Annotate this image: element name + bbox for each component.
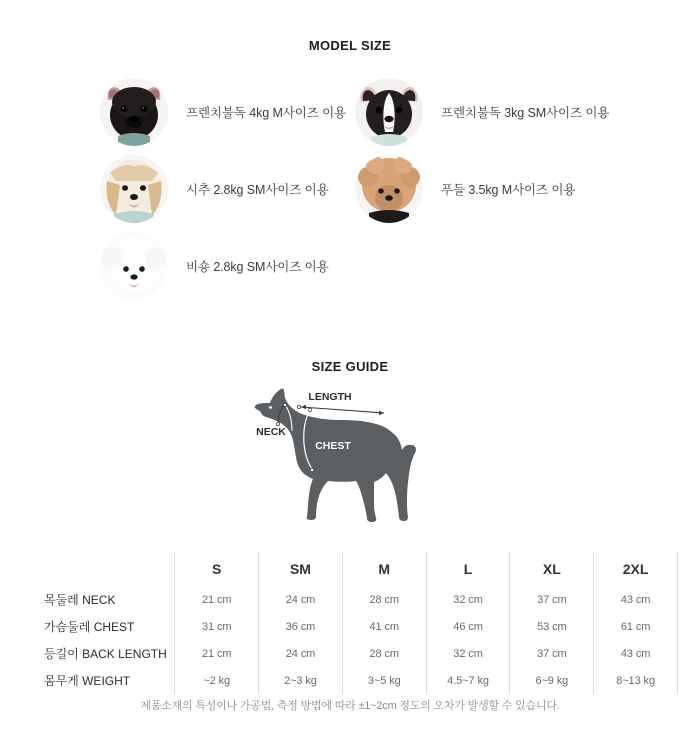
size-guide-heading: SIZE GUIDE — [311, 359, 389, 374]
column-header-l: L — [426, 552, 510, 586]
cell-neck-sm: 24 cm — [259, 586, 343, 613]
cell-back-length-2xl: 43 cm — [594, 640, 678, 667]
model-label: 프렌치불독 3kg SM사이즈 이용 — [441, 106, 610, 120]
model-label: 시추 2.8kg SM사이즈 이용 — [186, 183, 329, 197]
cell-weight-sm: 2~3 kg — [259, 667, 343, 694]
model-size-list — [0, 78, 700, 298]
cell-chest-l: 46 cm — [426, 613, 510, 640]
cell-weight-xl: 6~9 kg — [510, 667, 594, 694]
cell-chest-sm: 36 cm — [259, 613, 343, 640]
column-header-xl: XL — [510, 552, 594, 586]
cell-neck-s: 21 cm — [175, 586, 259, 613]
row-header-back-length: 등길이 BACK LENGTH — [44, 647, 167, 661]
cell-back-length-l: 32 cm — [426, 640, 510, 667]
cell-chest-m: 41 cm — [342, 613, 426, 640]
column-header-s: S — [175, 552, 259, 586]
cell-weight-m: 3~5 kg — [342, 667, 426, 694]
row-header-neck: 목둘레 NECK — [44, 593, 116, 607]
model-item — [100, 232, 329, 300]
table-row — [22, 640, 678, 667]
table-header-row — [22, 552, 678, 586]
size-chart-table-wrapper — [22, 552, 678, 687]
model-photo-shih-tzu — [100, 155, 168, 223]
cell-weight-s: ~2 kg — [175, 667, 259, 694]
model-item — [355, 78, 609, 146]
size-chart-disclaimer: 제품소재의 특성이나 가공법, 측정 방법에 따라 ±1~2cm 정도의 오차가 발생할 수 있습니다. — [140, 700, 560, 712]
row-header-chest: 가슴둘레 CHEST — [44, 620, 135, 634]
model-photo-french-bulldog-black — [100, 78, 168, 146]
model-item — [100, 78, 346, 146]
dog-measurement-diagram — [250, 383, 470, 533]
table-row — [22, 613, 678, 640]
cell-back-length-m: 28 cm — [342, 640, 426, 667]
model-label: 푸들 3.5kg M사이즈 이용 — [441, 183, 576, 197]
neck-label: NECK — [256, 426, 286, 438]
row-header-weight: 몸무게 WEIGHT — [44, 674, 131, 688]
cell-neck-2xl: 43 cm — [594, 586, 678, 613]
cell-weight-l: 4.5~7 kg — [426, 667, 510, 694]
cell-back-length-sm: 24 cm — [259, 640, 343, 667]
cell-chest-s: 31 cm — [175, 613, 259, 640]
dog-silhouette-shape — [255, 389, 416, 522]
model-item — [355, 155, 575, 223]
cell-back-length-s: 21 cm — [175, 640, 259, 667]
cell-neck-xl: 37 cm — [510, 586, 594, 613]
model-label: 비숑 2.8kg SM사이즈 이용 — [186, 260, 329, 274]
chest-label: CHEST — [315, 440, 351, 452]
model-photo-poodle — [355, 155, 423, 223]
table-row — [22, 586, 678, 613]
cell-chest-xl: 53 cm — [510, 613, 594, 640]
model-photo-french-bulldog-pied — [355, 78, 423, 146]
size-chart-table — [22, 552, 678, 694]
model-size-heading: MODEL SIZE — [308, 38, 392, 53]
table-row — [22, 667, 678, 694]
column-header-m: M — [342, 552, 426, 586]
cell-chest-2xl: 61 cm — [594, 613, 678, 640]
model-item — [100, 155, 329, 223]
length-label: LENGTH — [308, 391, 352, 403]
cell-back-length-xl: 37 cm — [510, 640, 594, 667]
column-header-2xl: 2XL — [594, 552, 678, 586]
cell-neck-m: 28 cm — [342, 586, 426, 613]
model-label: 프렌치불독 4kg M사이즈 이용 — [186, 106, 347, 120]
cell-neck-l: 32 cm — [426, 586, 510, 613]
cell-weight-2xl: 8~13 kg — [594, 667, 678, 694]
table-corner-cell — [22, 552, 175, 586]
model-photo-bichon — [100, 232, 168, 300]
column-header-sm: SM — [259, 552, 343, 586]
